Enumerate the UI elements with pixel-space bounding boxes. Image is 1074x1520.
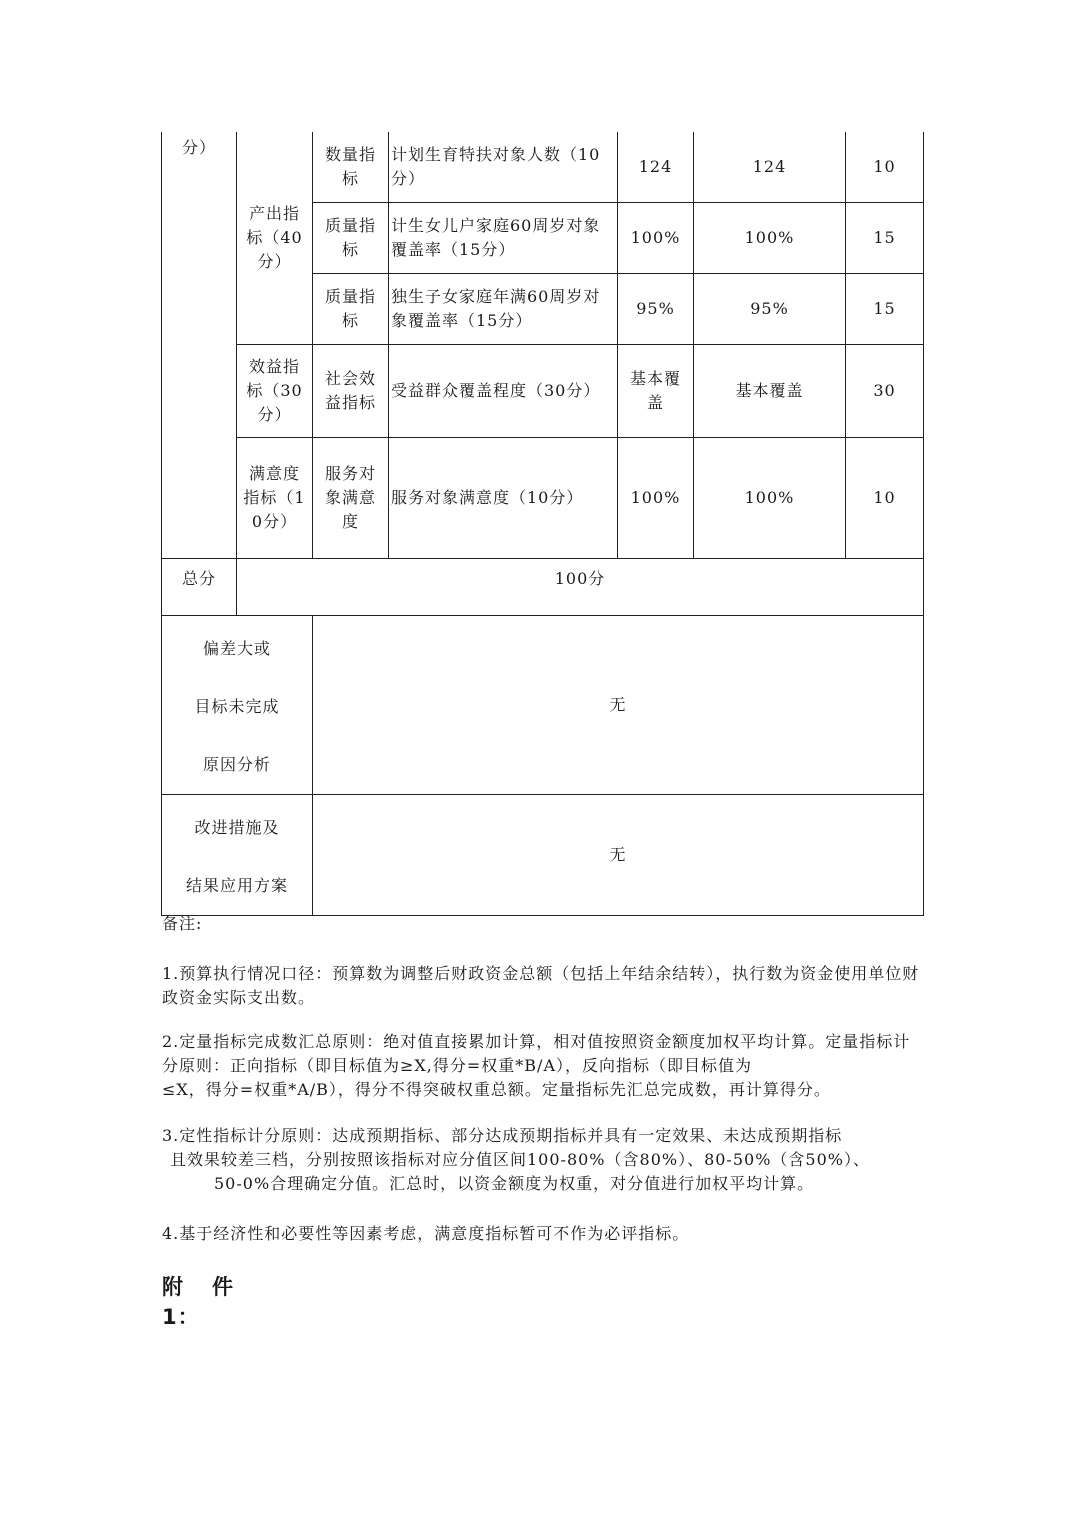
satisfaction-indicator-cell: 满意度指标（10分）: [237, 437, 313, 558]
actual-value: 基本覆盖: [694, 344, 846, 437]
sub-indicator: 质量指标: [313, 202, 389, 273]
indicator-name: 计划生育特扶对象人数（10分）: [389, 132, 618, 202]
note-2-text-cont: ≤X，得分=权重*A/B），得分不得突破权重总额。定量指标先汇总完成数，再计算得分。: [162, 1080, 831, 1099]
deviation-label-line: 偏差大或: [202, 638, 271, 658]
target-value: 100%: [618, 202, 694, 273]
indicator-name: 受益群众覆盖程度（30分）: [389, 344, 618, 437]
note-1: 1.预算执行情况口径：预算数为调整后财政资金总额（包括上年结余结转），执行数为资金使用单位财政资金实际支出数。: [162, 964, 920, 1007]
improve-label-line: 结果应用方案: [185, 875, 288, 895]
indicator-name: 计生女儿户家庭60周岁对象覆盖率（15分）: [389, 202, 618, 273]
sub-indicator: 数量指标: [313, 132, 389, 202]
sub-indicator: 服务对象满意度: [313, 437, 389, 558]
note-3: [162, 1124, 924, 1196]
attachment-heading: [162, 1272, 234, 1332]
output-indicator-cell: 产出指标（40分）: [237, 132, 313, 344]
performance-table: [161, 132, 924, 916]
score-value: 30: [846, 344, 924, 437]
sub-indicator: 质量指标: [313, 273, 389, 344]
improve-value: 无: [313, 794, 924, 915]
deviation-label: [162, 615, 313, 794]
indicator-name: 服务对象满意度（10分）: [389, 437, 618, 558]
total-row: [162, 558, 924, 615]
table-row: [162, 344, 924, 437]
deviation-label-line: 原因分析: [202, 754, 271, 774]
score-value: 10: [846, 437, 924, 558]
target-value: 基本覆盖: [618, 344, 694, 437]
actual-value: 124: [694, 132, 846, 202]
deviation-row: [162, 615, 924, 794]
table-row: [162, 132, 924, 202]
notes-heading: 备注:: [162, 914, 203, 933]
note-4: 4.基于经济性和必要性等因素考虑，满意度指标暂可不作为必评指标。: [162, 1224, 690, 1243]
improve-label-line: 改进措施及: [194, 817, 280, 837]
note-3-line: 3.定性指标计分原则：达成预期指标、部分达成预期指标并具有一定效果、未达成预期指标: [162, 1126, 843, 1145]
actual-value: 95%: [694, 273, 846, 344]
actual-value: 100%: [694, 437, 846, 558]
target-value: 95%: [618, 273, 694, 344]
attachment-number: 1：: [162, 1305, 200, 1329]
improve-label: [162, 794, 313, 915]
score-value: 10: [846, 132, 924, 202]
note-2: [162, 1030, 924, 1102]
score-value: 15: [846, 273, 924, 344]
target-value: 100%: [618, 437, 694, 558]
improve-row: [162, 794, 924, 915]
total-value: 100分: [237, 558, 924, 615]
note-3-line: 且效果较差三档，分别按照该指标对应分值区间100-80%（含80%）、80-50%（含50%）、: [170, 1150, 870, 1169]
indicator-name: 独生子女家庭年满60周岁对象覆盖率（15分）: [389, 273, 618, 344]
actual-value: 100%: [694, 202, 846, 273]
note-2-text: 2.定量指标完成数汇总原则：绝对值直接累加计算，相对值按照资金额度加权平均计算。定量指标计分原则：正向指标（即目标值为≥X,得分=权重*B/A），反向指标（即目标值为: [162, 1032, 911, 1075]
benefit-indicator-cell: 效益指标（30分）: [237, 344, 313, 437]
deviation-value: 无: [313, 615, 924, 794]
attachment-char: 件: [212, 1275, 234, 1299]
deviation-label-line: 目标未完成: [194, 696, 280, 716]
category-cell: 分）: [162, 132, 237, 558]
total-label: 总分: [162, 558, 237, 615]
sub-indicator: 社会效益指标: [313, 344, 389, 437]
score-value: 15: [846, 202, 924, 273]
attachment-char: 附: [162, 1275, 184, 1299]
target-value: 124: [618, 132, 694, 202]
table-row: [162, 437, 924, 558]
note-3-line: 50-0%合理确定分值。汇总时，以资金额度为权重，对分值进行加权平均计算。: [214, 1174, 815, 1193]
